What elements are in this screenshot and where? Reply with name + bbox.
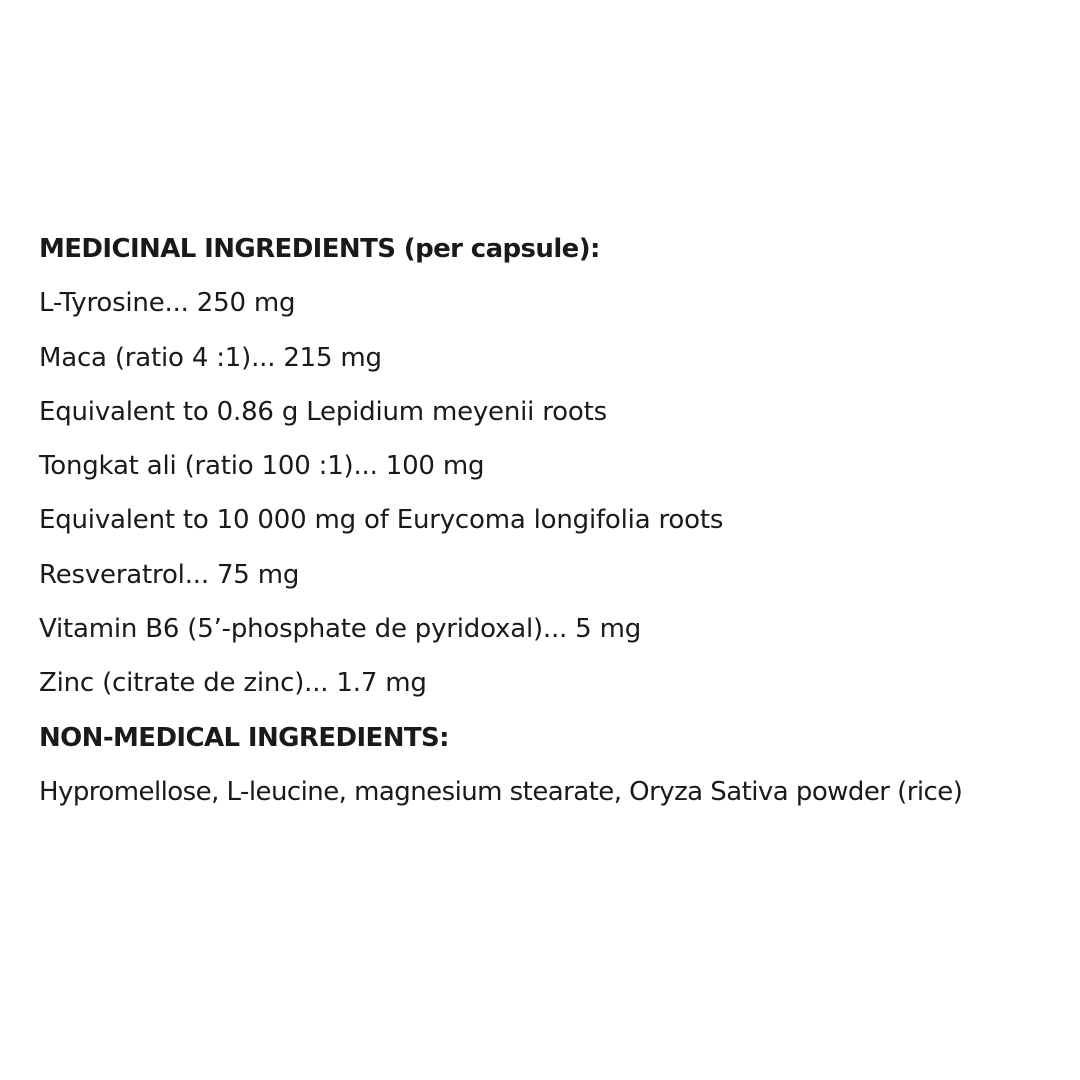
non-medical-ingredients-heading: NON-MEDICAL INGREDIENTS: [39, 722, 449, 753]
ingredient-l-tyrosine: L-Tyrosine... 250 mg [39, 288, 296, 319]
non-medical-ingredients-text: Hypromellose, L-leucine, magnesium stearate, Oryza Sativa powder (rice) [39, 776, 963, 807]
ingredient-vitamin-b6: Vitamin B6 (5’-phosphate de pyridoxal)... 5 mg [39, 614, 642, 645]
ingredient-tongkat-ali-equivalent: Equivalent to 10 000 mg of Eurycoma longifolia roots [39, 505, 724, 536]
ingredient-zinc: Zinc (citrate de zinc)... 1.7 mg [39, 668, 427, 699]
ingredient-resveratrol: Resveratrol... 75 mg [39, 559, 300, 590]
medicinal-ingredients-heading: MEDICINAL INGREDIENTS (per capsule): [39, 234, 600, 264]
ingredient-tongkat-ali: Tongkat ali (ratio 100 :1)... 100 mg [39, 451, 485, 482]
ingredients-list [39, 222, 1069, 819]
ingredient-maca: Maca (ratio 4 :1)... 215 mg [39, 342, 382, 373]
ingredient-maca-equivalent: Equivalent to 0.86 g Lepidium meyenii roots [39, 396, 607, 427]
